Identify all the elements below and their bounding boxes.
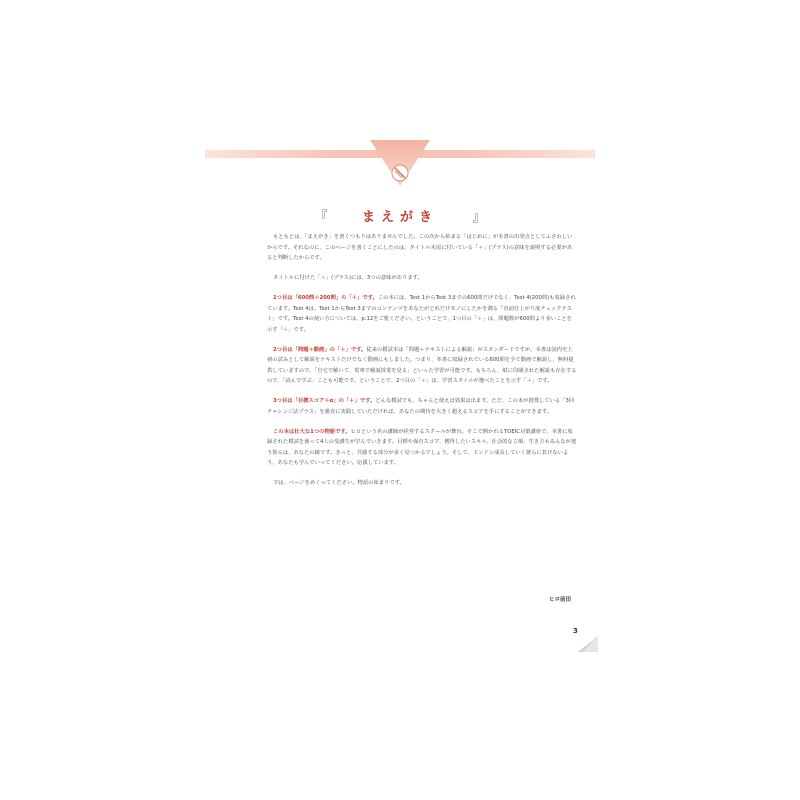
paragraph-highlight: 2つ目は「問題＋動画」の「＋」です。 [273,346,367,353]
page-title [205,206,595,225]
paragraph-highlight: 1つ目は「600問＋200問」の「＋」です。 [273,295,378,301]
paragraph-highlight: 3つ目は「目標スコア＋α」の「＋」です。 [273,398,376,404]
paragraph: この本は壮大な1つの物語です。ヒロという名の講師が経営するスクールが舞台。そこで開かれるTOEIC対策講座で、本書に収録された模試を使って4人の受講生が学んでいきます。目標や保有スコア、獲得したいスキル、社会的な立場、生き方もみんなが違う彼らは、あなたの鏡です。きっと、共感する部分が多く見つかるでしょう。そして、ドンドン成長していく彼らに負けないよう、あなたも学んでいってください。応援しています。 [267,428,577,466]
title-text: まえがき [361,210,438,225]
paragraph: 3つ目は「目標スコア＋α」の「＋」です。どんな模試でも、ちゃんと使えば効果は出ます。ただ、この本が推奨している「3回チャレンジ法プラス」を愚直に実践していただければ、あなたの期待を大きく超えるスコアを手にすることができます。 [267,398,575,415]
paragraph: タイトルに付けた「＋」(プラス)には、3つの意味があります。 [273,275,423,281]
body-text [267,232,577,498]
page-number: 3 [573,627,578,635]
book-page [205,140,595,660]
paragraph: 2つ目は「問題＋動画」の「＋」です。従来の模試本は「問題＋テキストによる解説」がスタンダードですが、本書は国内史上初の試みとして解説をテキストだけでなく動画にもしました。つまり、本書に収録されている600問を全て動画で解説し、無料提供していますので、「自宅で解いて、電車で解説授業を見る」といった学習が可能です。もちろん、紙に印刷された解説も存在するので、「読んで学ぶ」ことも可能です。ということで、2つ目の「＋」は、学習スタイルが選べたことを示す「＋」です。 [267,346,577,384]
author-signature: ヒロ前田 [548,597,571,603]
paragraph: では、ページをめくってください。物語の始まりです。 [273,480,405,486]
title-bracket-open: 『 [314,210,328,225]
paragraph: 1つ目は「600問＋200問」の「＋」です。この本には、Test 1からTest 3までの600問だけでなく、Test 4(200問)も収録されています。Test 4は、Test 1からTest 3までのコンテンツをあなたがどれだけモノにしたかを測る「直前仕上がり度チェックテスト」です。Test 4の使い方については、p.12をご覧ください。ということで、1つ目の「＋」は、問題数が600問より多いことを示す「＋」です。 [267,295,576,333]
paragraph-highlight: この本は壮大な1つの物語です。 [273,428,351,435]
page-curl-icon[interactable] [578,636,598,652]
circle-slash-icon [391,164,409,182]
paragraph: もともとは、「まえがき」を書くつもりはありませんでした。この次から始まる「はじめに」が本書の出発点としてふさわしいからです。それなのに、このページを書くことにしたのは、タイトル末尾に付いている「＋」(プラス)の意味を説明する必要があると判断したからです。 [267,234,573,261]
title-bracket-close: 』 [472,210,486,225]
